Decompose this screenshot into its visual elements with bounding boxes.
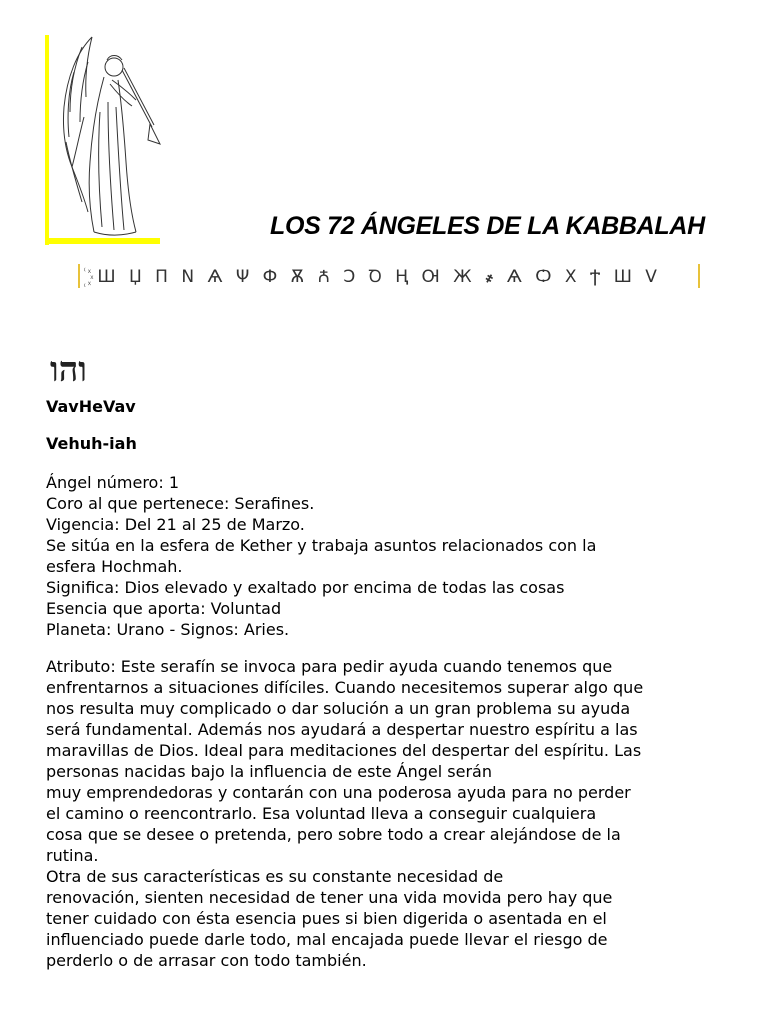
- attribute-line: tener cuidado con ésta esencia pues si bien digerida o asentada en el: [46, 909, 607, 928]
- attribute-line: rutina.: [46, 846, 99, 865]
- attribute-line: perderlo o de arrasar con todo también.: [46, 951, 367, 970]
- angel-name: Vehuh-iah: [46, 434, 137, 453]
- detail-line: esfera Hochmah.: [46, 557, 183, 576]
- detail-line: Planeta: Urano - Signos: Aries.: [46, 620, 290, 639]
- attribute-line: renovación, sienten necesidad de tener una vida movida pero hay que: [46, 888, 613, 907]
- attribute-line: influenciado puede darle todo, mal encajada puede llevar el riesgo de: [46, 930, 608, 949]
- yellow-frame-vertical: [45, 35, 49, 245]
- attribute-line: nos resulta muy complicado o dar solución a un gran problema su ayuda: [46, 699, 631, 718]
- yellow-frame-horizontal: [45, 238, 160, 244]
- angel-name-letters: VavHeVav: [46, 397, 136, 416]
- angelic-alphabet-row: [78, 262, 700, 290]
- detail-line: Se sitúa en la esfera de Kether y trabaja asuntos relacionados con la: [46, 536, 597, 555]
- attribute-line: personas nacidas bajo la influencia de este Ángel serán: [46, 762, 492, 781]
- angel-trumpet-illustration: [52, 32, 167, 237]
- attribute-line: maravillas de Dios. Ideal para meditaciones del despertar del espíritu. Las: [46, 741, 642, 760]
- glyph-row-left-bar: [78, 264, 80, 288]
- glyph-row-right-bar: [698, 264, 700, 288]
- attribute-line: Otra de sus características es su constante necesidad de: [46, 867, 504, 886]
- page-title: LOS 72 ÁNGELES DE LA KABBALAH: [270, 212, 705, 240]
- hebrew-name: והו: [50, 350, 87, 390]
- detail-line: Coro al que pertenece: Serafines.: [46, 494, 315, 513]
- attribute-line: muy emprendedoras y contarán con una poderosa ayuda para no perder: [46, 783, 631, 802]
- attribute-line: Atributo: Este serafín se invoca para pedir ayuda cuando tenemos que: [46, 657, 613, 676]
- angelic-glyphs: ꙰ Ш Џ П N Ѧ Ψ Ф Ѫ Ꙉ Ͻ Ꝺ Ң Ꙕ Ж ҂ Ѧ Ѻ Х Ϯ Ш V: [84, 267, 661, 287]
- attribute-line: el camino o reencontrarlo. Esa voluntad lleva a conseguir cualquiera: [46, 804, 597, 823]
- attribute-paragraph: [46, 656, 726, 971]
- detail-line: Ángel número: 1: [46, 473, 179, 492]
- detail-line: Significa: Dios elevado y exaltado por encima de todas las cosas: [46, 578, 565, 597]
- detail-line: Esencia que aporta: Voluntad: [46, 599, 282, 618]
- attribute-line: será fundamental. Además nos ayudará a despertar nuestro espíritu a las: [46, 720, 638, 739]
- attribute-line: cosa que se desee o pretenda, pero sobre todo a crear alejándose de la: [46, 825, 621, 844]
- detail-line: Vigencia: Del 21 al 25 de Marzo.: [46, 515, 305, 534]
- attribute-line: enfrentarnos a situaciones difíciles. Cuando necesitemos superar algo que: [46, 678, 644, 697]
- angel-details: [46, 472, 596, 640]
